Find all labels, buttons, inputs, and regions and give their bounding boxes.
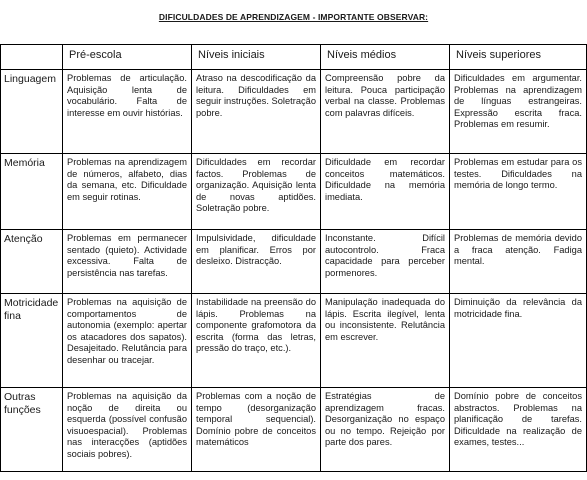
- table-cell: Instabilidade na preensão do lápis. Problemas na componente grafomotora da escrita (forma das letras, pressão do traço, etc.).: [192, 294, 321, 388]
- row-label-outras-funcoes: Outras funções: [1, 388, 63, 472]
- table-cell: Dificuldades em argumentar. Problemas na aprendizagem de línguas estrangeiras. Expressão escrita fraca. Problemas em resumir.: [450, 70, 587, 154]
- document-title: DIFICULDADES DE APRENDIZAGEM - IMPORTANTE OBSERVAR:: [158, 12, 429, 22]
- table-cell: Estratégias de aprendizagem fracas. Desorganização no espaço ou no tempo. Rejeição por parte dos pares.: [321, 388, 450, 472]
- table-cell: Dificuldade em recordar conceitos matemáticos. Dificuldade na memória imediata.: [321, 154, 450, 230]
- table-cell: Manipulação inadequada do lápis. Escrita ilegível, lenta ou inconsistente. Relutância em escrever.: [321, 294, 450, 388]
- table-row: [1, 388, 587, 472]
- table-cell: Problemas de memória devido a fraca atenção. Fadiga mental.: [450, 230, 587, 294]
- table-row: [1, 154, 587, 230]
- column-header-niveis-superiores: Níveis superiores: [450, 45, 587, 70]
- table-cell: Dificuldades em recordar factos. Problemas de organização. Aquisição lenta de novas aptidões. Soletração pobre.: [192, 154, 321, 230]
- table-cell: Compreensão pobre da leitura. Pouca participação verbal na classe. Problemas com palavras difíceis.: [321, 70, 450, 154]
- column-header-niveis-medios: Níveis médios: [321, 45, 450, 70]
- table-cell: Problemas na aquisição de comportamentos de autonomia (exemplo: apertar os atacadores dos sapatos). Desajeitado. Relutância para desenhar ou tracejar.: [63, 294, 192, 388]
- row-label-atencao: Atenção: [1, 230, 63, 294]
- table-cell: Problemas em permanecer sentado (quieto). Actividade excessiva. Falta de persistência nas tarefas.: [63, 230, 192, 294]
- table-row: [1, 70, 587, 154]
- table-cell: Problemas na aprendizagem de números, alfabeto, dias da semana, etc. Dificuldade em seguir rotinas.: [63, 154, 192, 230]
- difficulties-table: [0, 44, 587, 472]
- table-cell: Problemas em estudar para os testes. Dificuldades na memória de longo termo.: [450, 154, 587, 230]
- table-row: [1, 230, 587, 294]
- row-label-linguagem: Linguagem: [1, 70, 63, 154]
- table-header-row: [1, 45, 587, 70]
- table-cell: Problemas com a noção de tempo (desorganização temporal sequencial). Domínio pobre de conceitos matemáticos: [192, 388, 321, 472]
- table-row: [1, 294, 587, 388]
- table-cell: Inconstante. Difícil autocontrolo. Fraca capacidade para perceber pormenores.: [321, 230, 450, 294]
- table-cell: Domínio pobre de conceitos abstractos. Problemas na planificação de tarefas. Dificuldade na realização de exames, testes...: [450, 388, 587, 472]
- table-cell: Impulsividade, dificuldade em planificar. Erros por desleixo. Distracção.: [192, 230, 321, 294]
- table-cell: Problemas na aquisição da noção de direita ou esquerda (possível confusão visuoespacial). Problemas nas interacções (aptidões sociais pobres).: [63, 388, 192, 472]
- table-cell: Atraso na descodificação da leitura. Dificuldades em seguir instruções. Soletração pobre.: [192, 70, 321, 154]
- table-cell: Problemas de articulação. Aquisição lenta de vocabulário. Falta de interesse em ouvir histórias.: [63, 70, 192, 154]
- row-label-motricidade-fina: Motricidade fina: [1, 294, 63, 388]
- row-label-memoria: Memória: [1, 154, 63, 230]
- column-header-pre-escola: Pré-escola: [63, 45, 192, 70]
- column-header-niveis-iniciais: Níveis iniciais: [192, 45, 321, 70]
- table-cell: Diminuição da relevância da motricidade fina.: [450, 294, 587, 388]
- header-corner-cell: [1, 45, 63, 70]
